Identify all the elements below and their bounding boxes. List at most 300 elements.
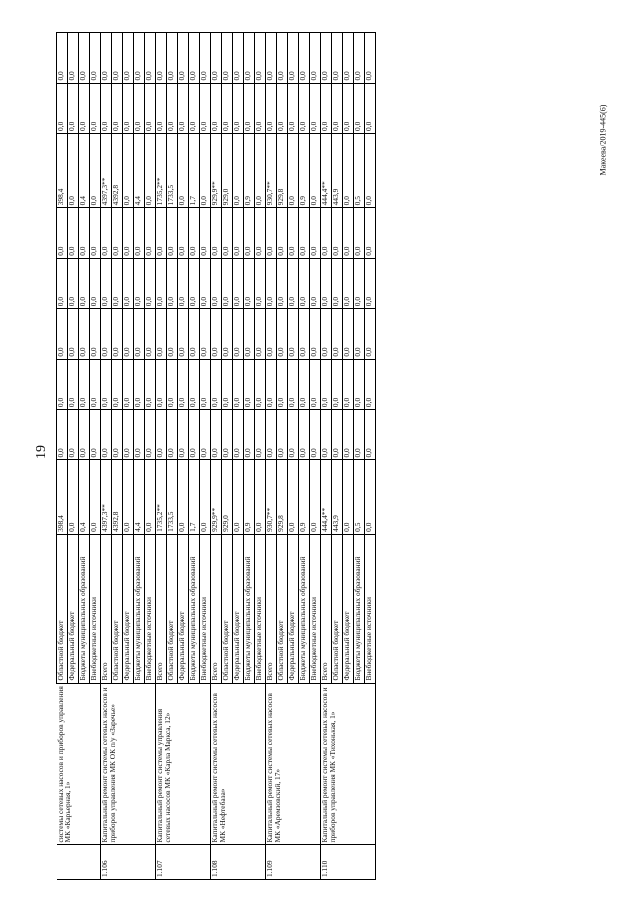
value-cell: 0,0 xyxy=(123,83,134,133)
funding-source: Всего xyxy=(211,534,222,683)
value-cell: 0,0 xyxy=(134,33,145,84)
value-cell: 0,0 xyxy=(145,83,156,133)
value-cell: 0,0 xyxy=(233,33,244,84)
funding-source: Федеральный бюджет xyxy=(68,534,79,683)
value-cell: 0,0 xyxy=(288,133,299,207)
value-cell: 0,0 xyxy=(321,83,332,133)
value-cell: 0,0 xyxy=(200,33,211,84)
value-cell: 0,0 xyxy=(343,460,354,534)
value-cell: 0,0 xyxy=(321,258,332,308)
funding-source: Областной бюджет xyxy=(167,534,178,683)
value-cell: 0,0 xyxy=(321,33,332,84)
value-cell: 0,0 xyxy=(266,258,277,308)
value-cell: 0,0 xyxy=(189,33,200,84)
value-cell: 0,0 xyxy=(332,410,343,460)
funding-source: Бюджеты муниципальных образований xyxy=(244,534,255,683)
value-cell: 0,0 xyxy=(79,359,90,409)
value-cell: 0,0 xyxy=(244,258,255,308)
value-cell: 0,0 xyxy=(68,359,79,409)
value-cell: 0,0 xyxy=(244,83,255,133)
value-cell: 0,0 xyxy=(343,83,354,133)
value-cell: 0,0 xyxy=(68,258,79,308)
value-cell: 0,0 xyxy=(68,33,79,84)
value-cell: 398,4 xyxy=(57,133,68,207)
funding-source: Федеральный бюджет xyxy=(288,534,299,683)
value-cell: 0,0 xyxy=(156,258,167,308)
value-cell: 0,0 xyxy=(277,410,288,460)
value-cell: 0,0 xyxy=(222,258,233,308)
value-cell: 0,0 xyxy=(288,460,299,534)
funding-source: Внебюджетные источники xyxy=(90,534,101,683)
table-row xyxy=(156,33,167,880)
value-cell: 0,0 xyxy=(255,410,266,460)
value-cell: 0,0 xyxy=(222,33,233,84)
value-cell: 0,0 xyxy=(57,359,68,409)
value-cell: 0,0 xyxy=(365,83,376,133)
value-cell: 4,4 xyxy=(134,133,145,207)
value-cell: 929,0 xyxy=(222,460,233,534)
value-cell: 0,0 xyxy=(365,460,376,534)
value-cell: 0,0 xyxy=(123,33,134,84)
value-cell: 0,0 xyxy=(145,359,156,409)
value-cell: 0,0 xyxy=(57,410,68,460)
value-cell: 929,8 xyxy=(277,133,288,207)
value-cell: 0,0 xyxy=(233,460,244,534)
page-number: 19 xyxy=(34,445,49,459)
value-cell: 0,0 xyxy=(255,33,266,84)
value-cell: 0,0 xyxy=(167,33,178,84)
value-cell: 0,9 xyxy=(299,460,310,534)
value-cell: 0,0 xyxy=(200,309,211,359)
value-cell: 0,0 xyxy=(90,83,101,133)
funding-source: Внебюджетные источники xyxy=(255,534,266,683)
value-cell: 0,0 xyxy=(178,83,189,133)
value-cell: 0,0 xyxy=(123,133,134,207)
funding-source: Областной бюджет xyxy=(332,534,343,683)
table-row xyxy=(266,33,277,880)
funding-source: Областной бюджет xyxy=(277,534,288,683)
value-cell: 0,0 xyxy=(79,208,90,258)
value-cell: 0,0 xyxy=(365,309,376,359)
table-row xyxy=(57,33,68,880)
value-cell: 0,0 xyxy=(244,208,255,258)
value-cell: 0,0 xyxy=(266,83,277,133)
value-cell: 443,9 xyxy=(332,460,343,534)
footer-code: Макеева/2019-445(6) xyxy=(598,104,608,176)
value-cell: 0,0 xyxy=(167,410,178,460)
value-cell: 4397,3** xyxy=(101,460,112,534)
value-cell: 0,0 xyxy=(211,359,222,409)
value-cell: 0,0 xyxy=(255,208,266,258)
value-cell: 0,0 xyxy=(178,33,189,84)
value-cell: 0,0 xyxy=(123,258,134,308)
value-cell: 0,0 xyxy=(112,258,123,308)
value-cell: 0,0 xyxy=(299,83,310,133)
value-cell: 444,4** xyxy=(321,133,332,207)
value-cell: 0,0 xyxy=(145,309,156,359)
funding-source: Всего xyxy=(101,534,112,683)
value-cell: 0,0 xyxy=(167,258,178,308)
value-cell: 0,0 xyxy=(134,410,145,460)
funding-source: Бюджеты муниципальных образований xyxy=(299,534,310,683)
value-cell: 0,0 xyxy=(288,309,299,359)
value-cell: 0,0 xyxy=(299,208,310,258)
value-cell: 0,0 xyxy=(310,410,321,460)
value-cell: 0,0 xyxy=(266,359,277,409)
funding-source: Федеральный бюджет xyxy=(343,534,354,683)
item-name: Капитальный ремонт системы управления сетевых насосов МК «Карла Маркса, 12» xyxy=(156,683,211,845)
value-cell: 0,0 xyxy=(310,460,321,534)
funding-source: Всего xyxy=(321,534,332,683)
value-cell: 4392,8 xyxy=(112,460,123,534)
value-cell: 0,0 xyxy=(233,83,244,133)
value-cell: 0,0 xyxy=(90,133,101,207)
value-cell: 0,0 xyxy=(178,258,189,308)
value-cell: 0,0 xyxy=(255,133,266,207)
value-cell: 0,0 xyxy=(310,258,321,308)
item-number: 1.107 xyxy=(156,845,211,880)
value-cell: 0,5 xyxy=(354,133,365,207)
item-number: 1.109 xyxy=(266,845,321,880)
value-cell: 0,0 xyxy=(266,33,277,84)
value-cell: 0,0 xyxy=(255,309,266,359)
value-cell: 0,0 xyxy=(101,309,112,359)
value-cell: 0,0 xyxy=(156,83,167,133)
value-cell: 0,0 xyxy=(68,309,79,359)
value-cell: 0,9 xyxy=(299,133,310,207)
value-cell: 0,0 xyxy=(365,359,376,409)
value-cell: 0,0 xyxy=(211,309,222,359)
value-cell: 0,0 xyxy=(321,208,332,258)
value-cell: 930,7** xyxy=(266,133,277,207)
value-cell: 0,0 xyxy=(200,410,211,460)
value-cell: 0,0 xyxy=(277,359,288,409)
value-cell: 0,0 xyxy=(101,258,112,308)
value-cell: 0,0 xyxy=(343,33,354,84)
value-cell: 0,0 xyxy=(332,258,343,308)
value-cell: 0,0 xyxy=(343,359,354,409)
value-cell: 0,9 xyxy=(244,133,255,207)
value-cell: 0,0 xyxy=(310,309,321,359)
value-cell: 0,0 xyxy=(343,258,354,308)
value-cell: 0,0 xyxy=(156,208,167,258)
value-cell: 4397,3** xyxy=(101,133,112,207)
value-cell: 0,0 xyxy=(79,33,90,84)
value-cell: 0,0 xyxy=(200,83,211,133)
value-cell: 0,0 xyxy=(68,410,79,460)
value-cell: 0,0 xyxy=(255,359,266,409)
value-cell: 929,8 xyxy=(277,460,288,534)
item-number: 1.106 xyxy=(101,845,156,880)
funding-source: Бюджеты муниципальных образований xyxy=(134,534,145,683)
item-name: Капитальный ремонт системы сетевых насосов МК «Аремзовский, 17» xyxy=(266,683,321,845)
value-cell: 0,0 xyxy=(222,359,233,409)
value-cell: 0,0 xyxy=(134,83,145,133)
item-number: 1.108 xyxy=(211,845,266,880)
value-cell: 0,0 xyxy=(57,208,68,258)
value-cell: 0,0 xyxy=(354,33,365,84)
value-cell: 0,0 xyxy=(68,208,79,258)
value-cell: 0,0 xyxy=(288,359,299,409)
value-cell: 0,0 xyxy=(189,258,200,308)
value-cell: 0,0 xyxy=(112,309,123,359)
value-cell: 1,7 xyxy=(189,460,200,534)
value-cell: 0,0 xyxy=(68,83,79,133)
value-cell: 0,0 xyxy=(310,359,321,409)
value-cell: 0,0 xyxy=(68,133,79,207)
item-name: системы сетевых насосов и приборов управления МК «Карьерная, 1» xyxy=(57,683,101,845)
value-cell: 0,0 xyxy=(156,410,167,460)
value-cell: 0,0 xyxy=(57,258,68,308)
value-cell: 0,0 xyxy=(365,208,376,258)
value-cell: 0,0 xyxy=(222,309,233,359)
value-cell: 1,7 xyxy=(189,133,200,207)
value-cell: 0,0 xyxy=(288,33,299,84)
value-cell: 0,0 xyxy=(332,33,343,84)
value-cell: 0,0 xyxy=(310,83,321,133)
value-cell: 0,0 xyxy=(233,309,244,359)
value-cell: 444,4** xyxy=(321,460,332,534)
value-cell: 0,0 xyxy=(222,410,233,460)
value-cell: 0,0 xyxy=(101,410,112,460)
value-cell: 0,0 xyxy=(134,208,145,258)
funding-source: Бюджеты муниципальных образований xyxy=(354,534,365,683)
value-cell: 0,0 xyxy=(167,309,178,359)
item-number: 1.110 xyxy=(321,845,376,880)
value-cell: 929,0 xyxy=(222,133,233,207)
value-cell: 1735,2** xyxy=(156,460,167,534)
value-cell: 443,9 xyxy=(332,133,343,207)
value-cell: 0,0 xyxy=(354,208,365,258)
value-cell: 0,0 xyxy=(79,309,90,359)
value-cell: 0,0 xyxy=(266,208,277,258)
value-cell: 0,0 xyxy=(79,410,90,460)
value-cell: 0,0 xyxy=(57,83,68,133)
value-cell: 0,0 xyxy=(101,33,112,84)
value-cell: 0,0 xyxy=(167,208,178,258)
value-cell: 0,0 xyxy=(310,33,321,84)
value-cell: 0,0 xyxy=(354,83,365,133)
value-cell: 1733,5 xyxy=(167,133,178,207)
value-cell: 0,0 xyxy=(90,208,101,258)
funding-source: Внебюджетные источники xyxy=(145,534,156,683)
value-cell: 0,0 xyxy=(244,309,255,359)
value-cell: 0,0 xyxy=(255,258,266,308)
table-row xyxy=(211,33,222,880)
value-cell: 0,0 xyxy=(123,359,134,409)
value-cell: 930,7** xyxy=(266,460,277,534)
value-cell: 0,0 xyxy=(332,309,343,359)
value-cell: 0,0 xyxy=(266,309,277,359)
value-cell: 929,9** xyxy=(211,460,222,534)
funding-source: Внебюджетные источники xyxy=(200,534,211,683)
value-cell: 0,0 xyxy=(277,83,288,133)
value-cell: 4392,8 xyxy=(112,133,123,207)
value-cell: 0,0 xyxy=(233,258,244,308)
value-cell: 0,0 xyxy=(167,83,178,133)
value-cell: 0,0 xyxy=(255,460,266,534)
value-cell: 0,0 xyxy=(90,410,101,460)
value-cell: 0,0 xyxy=(244,410,255,460)
value-cell: 0,0 xyxy=(354,258,365,308)
value-cell: 0,0 xyxy=(145,460,156,534)
value-cell: 0,0 xyxy=(343,309,354,359)
value-cell: 0,0 xyxy=(123,460,134,534)
value-cell: 0,0 xyxy=(211,258,222,308)
value-cell: 0,0 xyxy=(299,33,310,84)
funding-source: Внебюджетные источники xyxy=(365,534,376,683)
funding-source: Федеральный бюджет xyxy=(123,534,134,683)
value-cell: 0,0 xyxy=(211,410,222,460)
value-cell: 0,0 xyxy=(354,359,365,409)
value-cell: 0,0 xyxy=(343,410,354,460)
value-cell: 0,0 xyxy=(178,309,189,359)
funding-source: Бюджеты муниципальных образований xyxy=(79,534,90,683)
value-cell: 0,0 xyxy=(222,208,233,258)
value-cell: 0,0 xyxy=(134,309,145,359)
funding-source: Всего xyxy=(156,534,167,683)
value-cell: 0,0 xyxy=(200,460,211,534)
value-cell: 0,0 xyxy=(266,410,277,460)
value-cell: 0,0 xyxy=(211,83,222,133)
value-cell: 0,0 xyxy=(244,359,255,409)
value-cell: 1733,5 xyxy=(167,460,178,534)
value-cell: 0,0 xyxy=(79,83,90,133)
value-cell: 0,4 xyxy=(79,460,90,534)
value-cell: 0,0 xyxy=(277,309,288,359)
value-cell: 0,0 xyxy=(365,33,376,84)
value-cell: 0,0 xyxy=(101,359,112,409)
value-cell: 0,0 xyxy=(178,133,189,207)
value-cell: 0,0 xyxy=(156,359,167,409)
value-cell: 929,9** xyxy=(211,133,222,207)
value-cell: 0,0 xyxy=(200,258,211,308)
value-cell: 0,0 xyxy=(255,83,266,133)
value-cell: 0,0 xyxy=(90,359,101,409)
value-cell: 0,0 xyxy=(178,208,189,258)
value-cell: 0,0 xyxy=(156,309,167,359)
value-cell: 0,0 xyxy=(332,83,343,133)
value-cell: 0,0 xyxy=(123,309,134,359)
value-cell: 0,0 xyxy=(178,359,189,409)
value-cell: 0,0 xyxy=(134,258,145,308)
value-cell: 0,0 xyxy=(178,460,189,534)
item-name: Капитальный ремонт системы сетевых насосов и приборов управления МК ОК п/у «Заречье» xyxy=(101,683,156,845)
value-cell: 0,0 xyxy=(288,83,299,133)
value-cell: 0,0 xyxy=(365,133,376,207)
value-cell: 0,0 xyxy=(343,133,354,207)
funding-source: Всего xyxy=(266,534,277,683)
value-cell: 0,0 xyxy=(244,33,255,84)
value-cell: 0,0 xyxy=(277,258,288,308)
value-cell: 0,0 xyxy=(200,208,211,258)
value-cell: 0,0 xyxy=(321,410,332,460)
value-cell: 0,0 xyxy=(310,133,321,207)
value-cell: 0,0 xyxy=(189,410,200,460)
value-cell: 0,0 xyxy=(288,410,299,460)
value-cell: 0,0 xyxy=(233,410,244,460)
value-cell: 0,0 xyxy=(123,208,134,258)
item-number xyxy=(57,845,101,880)
value-cell: 0,0 xyxy=(68,460,79,534)
value-cell: 0,0 xyxy=(112,83,123,133)
value-cell: 0,0 xyxy=(299,258,310,308)
item-name: Капитальный ремонт системы сетевых насосов и приборов управления МК «Тихонькая, 1» xyxy=(321,683,376,845)
funding-source: Областной бюджет xyxy=(112,534,123,683)
value-cell: 0,0 xyxy=(211,208,222,258)
value-cell: 1735,2** xyxy=(156,133,167,207)
value-cell: 0,0 xyxy=(299,410,310,460)
item-name: Капитальный ремонт системы сетевых насосов МК «Нефтебаза» xyxy=(211,683,266,845)
value-cell: 0,0 xyxy=(101,83,112,133)
value-cell: 0,0 xyxy=(189,309,200,359)
table-row xyxy=(101,33,112,880)
value-cell: 0,0 xyxy=(288,258,299,308)
value-cell: 0,0 xyxy=(145,258,156,308)
value-cell: 0,0 xyxy=(79,258,90,308)
value-cell: 0,0 xyxy=(112,33,123,84)
value-cell: 0,0 xyxy=(145,410,156,460)
value-cell: 398,4 xyxy=(57,460,68,534)
value-cell: 0,4 xyxy=(79,133,90,207)
value-cell: 0,0 xyxy=(145,133,156,207)
funding-source: Областной бюджет xyxy=(222,534,233,683)
funding-source: Федеральный бюджет xyxy=(233,534,244,683)
funding-source: Федеральный бюджет xyxy=(178,534,189,683)
value-cell: 0,0 xyxy=(354,309,365,359)
value-cell: 0,0 xyxy=(57,309,68,359)
funding-source: Областной бюджет xyxy=(57,534,68,683)
value-cell: 0,0 xyxy=(101,208,112,258)
value-cell: 0,0 xyxy=(90,33,101,84)
value-cell: 0,0 xyxy=(90,309,101,359)
value-cell: 0,0 xyxy=(178,410,189,460)
value-cell: 0,0 xyxy=(123,410,134,460)
value-cell: 0,0 xyxy=(167,359,178,409)
value-cell: 0,0 xyxy=(112,359,123,409)
funding-source: Внебюджетные источники xyxy=(310,534,321,683)
value-cell: 0,0 xyxy=(277,208,288,258)
value-cell: 0,0 xyxy=(277,33,288,84)
value-cell: 0,0 xyxy=(112,208,123,258)
value-cell: 0,0 xyxy=(145,33,156,84)
value-cell: 0,0 xyxy=(189,359,200,409)
value-cell: 0,0 xyxy=(233,208,244,258)
value-cell: 0,0 xyxy=(299,309,310,359)
value-cell: 4,4 xyxy=(134,460,145,534)
value-cell: 0,0 xyxy=(189,208,200,258)
value-cell: 0,0 xyxy=(288,208,299,258)
funding-source: Бюджеты муниципальных образований xyxy=(189,534,200,683)
value-cell: 0,0 xyxy=(365,258,376,308)
value-cell: 0,0 xyxy=(332,359,343,409)
value-cell: 0,0 xyxy=(211,33,222,84)
table-row xyxy=(321,33,332,880)
value-cell: 0,0 xyxy=(354,410,365,460)
value-cell: 0,0 xyxy=(145,208,156,258)
value-cell: 0,0 xyxy=(200,359,211,409)
value-cell: 0,5 xyxy=(354,460,365,534)
value-cell: 0,0 xyxy=(233,133,244,207)
value-cell: 0,0 xyxy=(112,410,123,460)
budget-table xyxy=(56,32,376,880)
value-cell: 0,0 xyxy=(321,359,332,409)
value-cell: 0,0 xyxy=(343,208,354,258)
value-cell: 0,0 xyxy=(90,258,101,308)
value-cell: 0,9 xyxy=(244,460,255,534)
value-cell: 0,0 xyxy=(233,359,244,409)
value-cell: 0,0 xyxy=(134,359,145,409)
